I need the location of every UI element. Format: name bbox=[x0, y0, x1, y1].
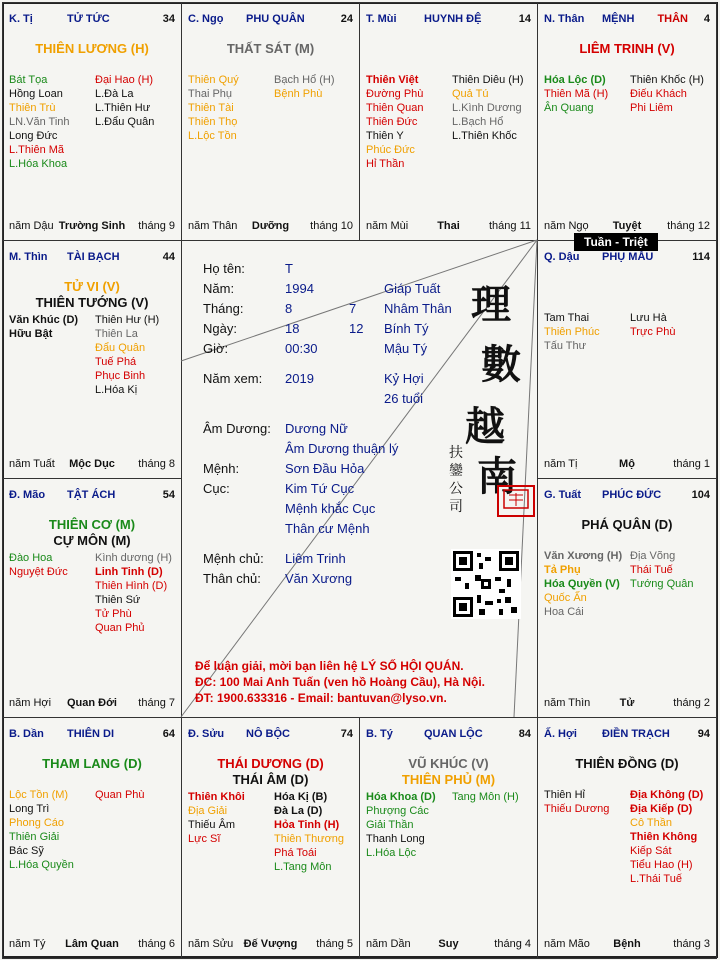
contact-line-email[interactable]: ĐT: 1900.633316 - Email: bantuvan@lyso.vn. bbox=[195, 691, 447, 705]
palace-truong-sinh: Quan Đới bbox=[67, 697, 117, 709]
star-left: Phong Cáo bbox=[9, 817, 65, 829]
star-left: Thiên Trù bbox=[9, 102, 56, 114]
star-left: Thanh Long bbox=[366, 833, 425, 845]
star-left: L.Hóa Quyền bbox=[9, 859, 74, 871]
palace-year: năm Dậu bbox=[9, 220, 54, 232]
star-right: Thiên Hư (H) bbox=[95, 314, 160, 326]
star-left: Thiên Quý bbox=[188, 74, 239, 86]
am-duong-value: Dương Nữ bbox=[285, 421, 348, 436]
tuan-triet-badge: Tuần - Triệt bbox=[574, 233, 658, 251]
star-left: Thiếu Dương bbox=[544, 803, 610, 815]
star-left: L.Thiên Mã bbox=[9, 144, 65, 156]
star-right: Tử Phù bbox=[95, 608, 132, 620]
palace-truong-sinh: Suy bbox=[438, 938, 459, 950]
star-left: Hữu Bật bbox=[9, 328, 53, 340]
main-star: THIÊN ĐỒNG (D) bbox=[575, 756, 679, 771]
star-left: Văn Xương (H) bbox=[544, 550, 623, 562]
star-left: Thiếu Âm bbox=[188, 819, 236, 831]
star-left: Thiên Khôi bbox=[188, 791, 245, 803]
star-right: L.Bạch Hổ bbox=[452, 116, 504, 128]
palace-can-chi: B. Tý bbox=[366, 728, 393, 740]
star-left: Phượng Các bbox=[366, 805, 429, 817]
star-left: LN.Văn Tinh bbox=[9, 116, 70, 128]
star-left: Tam Thai bbox=[544, 312, 590, 324]
nam-xem-value: 2019 bbox=[285, 371, 314, 386]
main-star: CỰ MÔN (M) bbox=[53, 533, 131, 548]
nam-label: Năm: bbox=[203, 281, 235, 296]
palace-name: PHÚC ĐỨC bbox=[602, 489, 662, 501]
palace-month: tháng 12 bbox=[667, 220, 710, 232]
contact-line-1: Để luận giải, mời bạn liên hệ LÝ SỐ HỘI QUÁN. bbox=[195, 659, 464, 673]
palace-name: TÀI BẠCH bbox=[67, 251, 120, 263]
palace-truong-sinh: Lâm Quan bbox=[65, 938, 119, 950]
palace-year: năm Mão bbox=[544, 938, 590, 950]
star-right: L.Hóa Kị bbox=[95, 384, 138, 396]
palace-number: 74 bbox=[340, 728, 353, 740]
star-left: Thiên Tài bbox=[188, 102, 234, 114]
star-right: L.Thái Tuế bbox=[630, 873, 682, 885]
star-right: Quan Phủ bbox=[95, 622, 145, 634]
palace-year: năm Dần bbox=[366, 938, 411, 950]
cuc-relation: Mệnh khắc Cục bbox=[285, 501, 376, 516]
palace-year: năm Mùi bbox=[366, 220, 409, 232]
palace-year: năm Tý bbox=[9, 938, 46, 950]
star-left: Lực Sĩ bbox=[188, 833, 221, 845]
ngay-label: Ngày: bbox=[203, 321, 237, 336]
main-star: THIÊN LƯƠNG (H) bbox=[35, 41, 149, 56]
star-left: Lộc Tồn (M) bbox=[9, 789, 69, 801]
ngay-am: 12 bbox=[349, 321, 364, 336]
star-left: Hỉ Thần bbox=[366, 158, 405, 170]
menh-chu-label: Mệnh chủ: bbox=[203, 551, 264, 566]
star-left: Thai Phụ bbox=[188, 88, 233, 100]
palace-number: 24 bbox=[340, 13, 353, 25]
calligraphy-char-3: 越 bbox=[465, 403, 505, 450]
palace-month: tháng 9 bbox=[138, 220, 175, 232]
main-star: VŨ KHÚC (V) bbox=[408, 756, 489, 771]
qr-code[interactable] bbox=[451, 549, 521, 619]
star-right: L.Đà La bbox=[95, 88, 134, 100]
gio-label: Giờ: bbox=[203, 341, 229, 356]
palace-number: 4 bbox=[703, 13, 710, 25]
palace-can-chi: G. Tuất bbox=[544, 489, 582, 501]
star-right: Tuế Phá bbox=[95, 356, 137, 368]
star-left: Văn Khúc (D) bbox=[9, 314, 79, 326]
star-left: Đường Phù bbox=[366, 88, 424, 100]
star-left: Giải Thần bbox=[366, 819, 414, 831]
palace-can-chi: B. Dần bbox=[9, 728, 44, 740]
star-left: Tả Phụ bbox=[544, 564, 581, 576]
red-seal-stamp bbox=[497, 485, 535, 517]
star-left: Phúc Đức bbox=[366, 144, 415, 156]
star-left: Tấu Thư bbox=[544, 340, 587, 352]
star-right: Hỏa Tinh (H) bbox=[274, 819, 340, 831]
palace-number: 34 bbox=[162, 13, 175, 25]
palace-number: 104 bbox=[691, 489, 710, 501]
palace-can-chi: M. Thìn bbox=[9, 251, 48, 263]
palace-can-chi: K. Tị bbox=[9, 13, 33, 25]
palace-month: tháng 6 bbox=[138, 938, 175, 950]
palace-can-chi: N. Thân bbox=[544, 13, 585, 25]
calligraphy-char-4: 南 bbox=[477, 453, 517, 500]
star-right: Thiên Sứ bbox=[95, 594, 141, 606]
star-right: Thiên Thương bbox=[274, 833, 345, 845]
ho-ten-value: T bbox=[285, 261, 293, 276]
palace-year: năm Tị bbox=[544, 458, 578, 470]
palace-can-chi: Đ. Sửu bbox=[188, 728, 225, 740]
palace-can-chi: C. Ngọ bbox=[188, 13, 224, 25]
star-right: Thiên Hình (D) bbox=[95, 580, 168, 592]
palace-truong-sinh: Mộ bbox=[619, 458, 635, 470]
star-right: Linh Tinh (D) bbox=[95, 566, 163, 578]
main-star: THIÊN TƯỚNG (V) bbox=[35, 295, 149, 310]
star-right: Hóa Kị (B) bbox=[274, 791, 328, 803]
palace-number: 84 bbox=[518, 728, 531, 740]
palace-number: 64 bbox=[162, 728, 175, 740]
star-right: Thái Tuế bbox=[630, 564, 673, 576]
nam-value: 1994 bbox=[285, 281, 314, 296]
palace-month: tháng 5 bbox=[316, 938, 353, 950]
star-right: L.Thiên Hư bbox=[95, 102, 151, 114]
palace-month: tháng 2 bbox=[673, 697, 710, 709]
gio-canchi: Mậu Tý bbox=[384, 341, 428, 356]
ho-ten-label: Họ tên: bbox=[203, 261, 245, 276]
nam-xem-canchi: Kỷ Hợi bbox=[384, 371, 424, 386]
palace-month: tháng 1 bbox=[673, 458, 710, 470]
thang-value: 8 bbox=[285, 301, 293, 316]
star-left: Hóa Khoa (D) bbox=[366, 791, 436, 803]
cuc-label: Cục: bbox=[203, 481, 230, 496]
seal-side-text: 扶 鑾 公 司 bbox=[449, 445, 463, 515]
star-right: Phi Liêm bbox=[630, 102, 673, 114]
thang-am: 7 bbox=[349, 301, 357, 316]
star-left: Thiên Hỉ bbox=[544, 789, 585, 801]
star-left: Bác Sỹ bbox=[9, 845, 44, 857]
star-left: L.Lộc Tồn bbox=[188, 130, 237, 142]
contact-line-2: ĐC: 100 Mai Anh Tuấn (ven hồ Hoàng Cầu), Hà Nội. bbox=[195, 675, 486, 689]
star-right: Phá Toái bbox=[274, 847, 317, 859]
palace-can-chi: T. Mùi bbox=[366, 13, 397, 25]
palace-month: tháng 7 bbox=[138, 697, 175, 709]
tuoi-value: 26 tuổi bbox=[384, 391, 424, 406]
star-right: Thiên Không bbox=[630, 831, 698, 843]
palace-name: NÔ BỘC bbox=[246, 728, 290, 740]
main-star: THẤT SÁT (M) bbox=[226, 41, 315, 56]
star-right: Tướng Quân bbox=[630, 578, 694, 590]
palace-can-chi: Đ. Mão bbox=[9, 489, 46, 501]
main-star: THÁI DƯƠNG (D) bbox=[217, 756, 324, 771]
star-left: Hoa Cái bbox=[544, 606, 584, 618]
palace-number: 14 bbox=[518, 13, 531, 25]
palace-can-chi: Ấ. Hợi bbox=[544, 728, 577, 740]
star-right: Địa Không (D) bbox=[630, 789, 704, 801]
palace-name: QUAN LỘC bbox=[424, 728, 483, 740]
star-right: Quả Tú bbox=[452, 88, 489, 100]
star-right: Bạch Hổ (H) bbox=[274, 74, 335, 86]
calligraphy-char-1: 理 bbox=[471, 281, 511, 328]
star-left: Thiên Đức bbox=[366, 116, 418, 128]
palace-number: 94 bbox=[697, 728, 710, 740]
palace-name: PHỤ MẪU bbox=[602, 251, 654, 263]
star-left: Hóa Lộc (D) bbox=[544, 74, 606, 86]
star-right: L.Tang Môn bbox=[274, 861, 332, 873]
star-right: Quan Phù bbox=[95, 789, 145, 801]
ngay-canchi: Bính Tý bbox=[384, 321, 429, 336]
gio-value: 00:30 bbox=[285, 341, 318, 356]
star-right: Tang Môn (H) bbox=[452, 791, 519, 803]
star-right: Thiên Khốc (H) bbox=[630, 74, 704, 86]
star-left: Hồng Loan bbox=[9, 88, 63, 100]
main-star: THIÊN PHỦ (M) bbox=[401, 772, 496, 787]
than-marker: THÂN bbox=[657, 13, 688, 25]
star-left: Thiên Phúc bbox=[544, 326, 600, 338]
star-right: Kình dương (H) bbox=[95, 552, 172, 564]
menh-chu-value: Liêm Trinh bbox=[285, 551, 346, 566]
palace-name: HUYNH ĐỆ bbox=[424, 13, 482, 25]
palace-year: năm Hợi bbox=[9, 697, 52, 709]
palace-name: ĐIỀN TRẠCH bbox=[602, 728, 670, 740]
palace-number: 44 bbox=[162, 251, 175, 263]
palace-year: năm Thân bbox=[188, 220, 238, 232]
palace-truong-sinh: Tuyệt bbox=[612, 220, 642, 232]
main-star: THÁI ÂM (D) bbox=[232, 772, 309, 787]
star-right: Đại Hao (H) bbox=[95, 74, 154, 86]
star-right: Địa Võng bbox=[630, 550, 676, 562]
star-left: Thiên Mã (H) bbox=[544, 88, 609, 100]
star-left: Nguyệt Đức bbox=[9, 566, 68, 578]
star-right: Tiểu Hao (H) bbox=[630, 859, 693, 871]
ngay-value: 18 bbox=[285, 321, 300, 336]
palace-name: MỆNH bbox=[602, 13, 635, 25]
cuc-value: Kim Tứ Cục bbox=[285, 481, 355, 496]
menh-label: Mệnh: bbox=[203, 461, 240, 476]
star-right: Lưu Hà bbox=[630, 312, 667, 324]
than-chu-label: Thân chủ: bbox=[203, 571, 261, 586]
palace-can-chi: Q. Dậu bbox=[544, 251, 580, 263]
star-left: Đào Hoa bbox=[9, 552, 53, 564]
star-left: Ân Quang bbox=[544, 102, 594, 114]
am-duong-thuan-ly: Âm Dương thuận lý bbox=[285, 441, 399, 456]
main-star: TỬ VI (V) bbox=[64, 279, 120, 294]
star-right: Thiên La bbox=[95, 328, 138, 340]
palace-month: tháng 11 bbox=[488, 220, 531, 232]
star-right: Điếu Khách bbox=[630, 88, 687, 100]
palace-number: 54 bbox=[162, 489, 175, 501]
palace-truong-sinh: Bệnh bbox=[613, 938, 641, 950]
star-left: Thiên Giải bbox=[9, 831, 60, 843]
palace-year: năm Tuất bbox=[9, 458, 55, 470]
palace-truong-sinh: Dưỡng bbox=[251, 220, 290, 232]
nam-xem-label: Năm xem: bbox=[203, 371, 263, 386]
star-right: Đẩu Quân bbox=[95, 342, 146, 354]
menh-value: Sơn Đầu Hỏa bbox=[285, 461, 365, 476]
star-left: Thiên Y bbox=[366, 130, 404, 142]
star-right: Trực Phù bbox=[630, 326, 676, 338]
calligraphy-char-2: 數 bbox=[481, 341, 521, 388]
star-right: Bệnh Phù bbox=[274, 88, 323, 100]
palace-truong-sinh: Thai bbox=[437, 220, 460, 232]
palace-name: TỬ TỨC bbox=[67, 13, 110, 25]
star-left: Long Đức bbox=[9, 130, 58, 142]
palace-month: tháng 3 bbox=[673, 938, 710, 950]
star-left: Hóa Quyền (V) bbox=[544, 578, 620, 590]
palace-year: năm Ngọ bbox=[544, 220, 589, 232]
star-left: Thiên Quan bbox=[366, 102, 424, 114]
palace-year: năm Sửu bbox=[188, 938, 234, 950]
star-left: Quốc Ấn bbox=[544, 592, 587, 604]
star-right: Đà La (D) bbox=[274, 805, 323, 817]
palace-name: THIÊN DI bbox=[67, 728, 115, 740]
palace-truong-sinh: Mộc Dục bbox=[69, 458, 115, 470]
main-star: PHÁ QUÂN (D) bbox=[581, 517, 673, 532]
palace-name: TẬT ÁCH bbox=[67, 489, 116, 501]
nam-canchi: Giáp Tuất bbox=[384, 281, 441, 296]
palace-truong-sinh: Đế Vượng bbox=[243, 938, 298, 950]
star-right: Cô Thần bbox=[630, 817, 672, 829]
star-left: Thiên Việt bbox=[366, 74, 419, 86]
palace-month: tháng 4 bbox=[494, 938, 531, 950]
star-left: Địa Giải bbox=[188, 805, 228, 817]
main-star: THAM LANG (D) bbox=[42, 756, 142, 771]
star-left: L.Hóa Lộc bbox=[366, 847, 417, 859]
palace-truong-sinh: Tử bbox=[619, 697, 635, 709]
than-chu-value: Văn Xương bbox=[285, 571, 353, 586]
thang-canchi: Nhâm Thân bbox=[384, 301, 452, 316]
star-right: L.Kình Dương bbox=[452, 102, 522, 114]
star-right: Phục Binh bbox=[95, 370, 146, 382]
palace-number: 114 bbox=[692, 251, 710, 263]
palace-name: PHU QUÂN bbox=[246, 13, 305, 25]
palace-truong-sinh: Trường Sinh bbox=[58, 220, 126, 232]
star-left: Thiên Thọ bbox=[188, 116, 238, 128]
am-duong-label: Âm Dương: bbox=[203, 421, 271, 436]
center-info-panel bbox=[181, 239, 537, 717]
thang-label: Tháng: bbox=[203, 301, 244, 316]
star-right: L.Đẩu Quân bbox=[95, 116, 155, 128]
palace-year: năm Thìn bbox=[544, 697, 591, 709]
star-left: Long Trì bbox=[9, 803, 50, 815]
star-right: Địa Kiếp (D) bbox=[630, 803, 693, 815]
than-cu-menh: Thân cư Mệnh bbox=[285, 521, 370, 536]
main-star: THIÊN CƠ (M) bbox=[48, 517, 136, 532]
star-right: L.Thiên Khốc bbox=[452, 130, 517, 142]
star-left: Bát Tọa bbox=[9, 74, 48, 86]
star-right: Thiên Diêu (H) bbox=[452, 74, 524, 86]
star-right: Kiếp Sát bbox=[630, 845, 672, 857]
palace-month: tháng 10 bbox=[310, 220, 353, 232]
palace-month: tháng 8 bbox=[138, 458, 175, 470]
star-left: L.Hóa Khoa bbox=[9, 158, 68, 170]
main-star: LIÊM TRINH (V) bbox=[579, 41, 675, 56]
